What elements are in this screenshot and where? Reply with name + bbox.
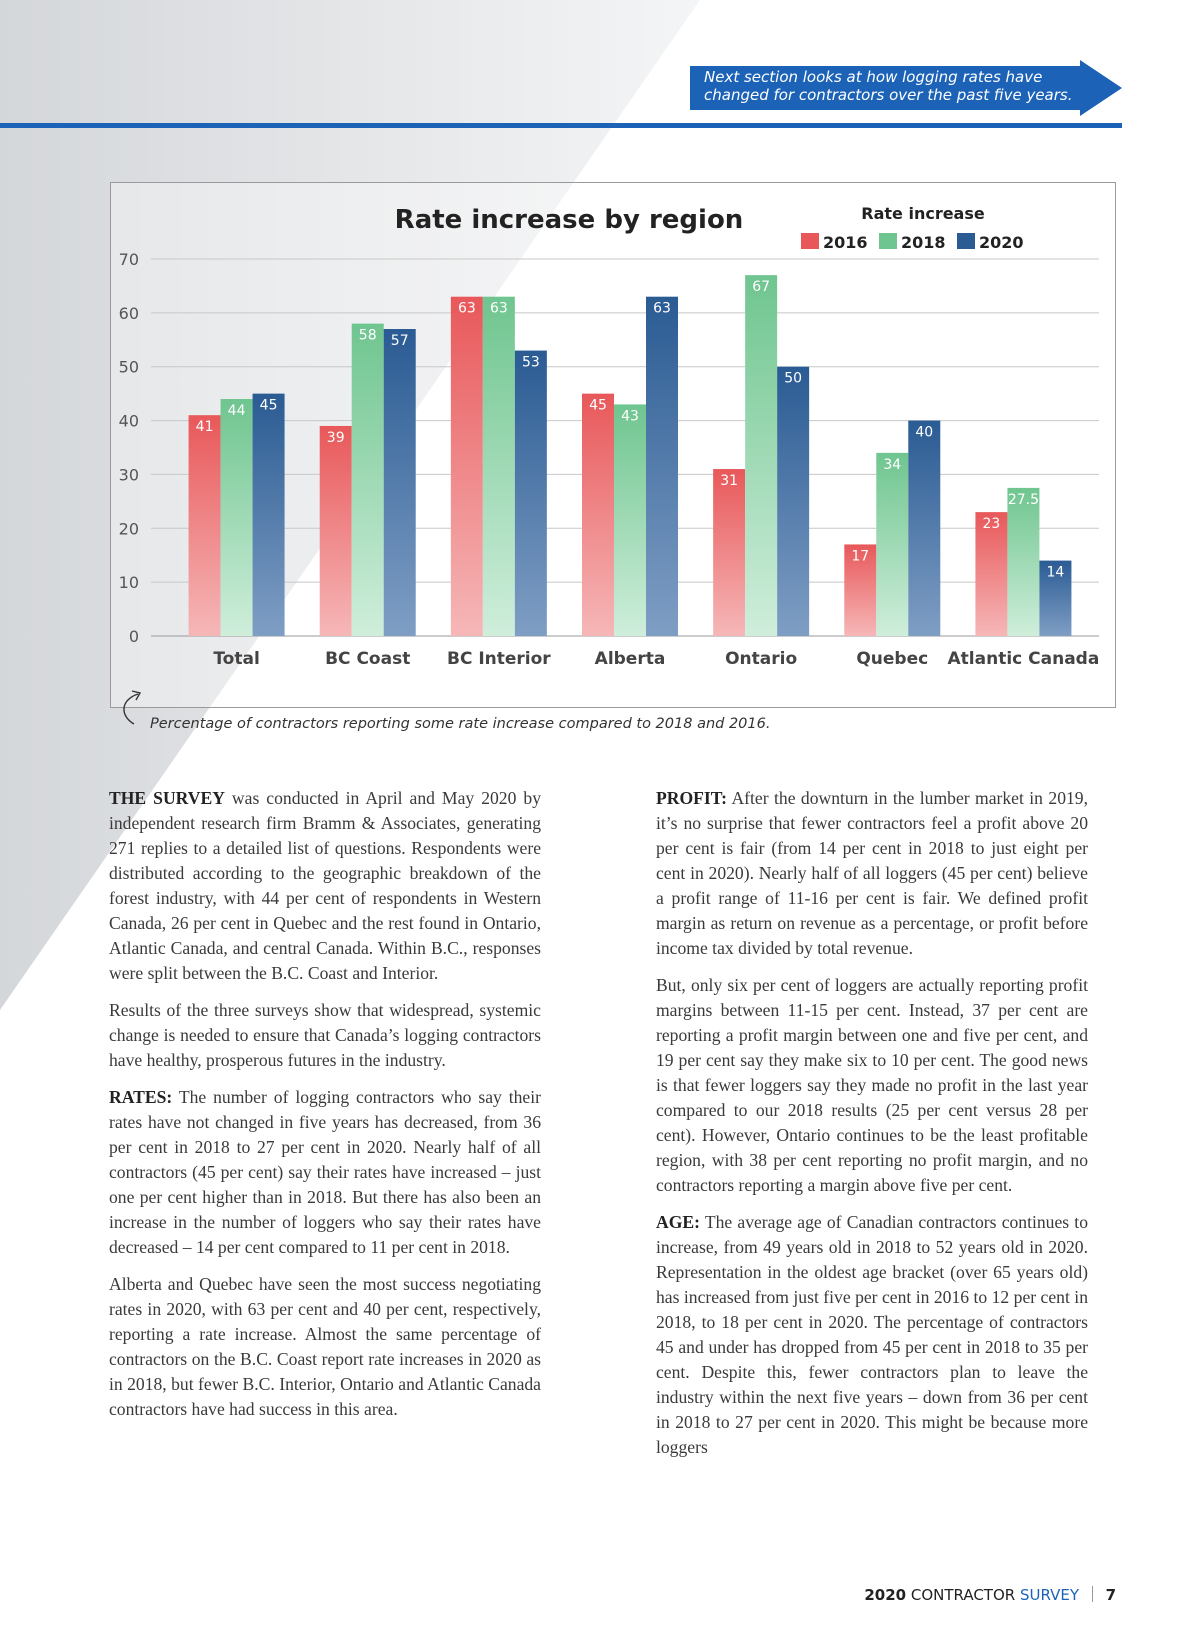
data-label: 45 bbox=[589, 397, 607, 414]
bar-2018 bbox=[483, 297, 515, 636]
data-label: 63 bbox=[457, 300, 476, 317]
rate-increase-chart bbox=[111, 183, 1115, 707]
x-category-label: Atlantic Canada bbox=[947, 649, 1100, 669]
paragraph bbox=[656, 1210, 1088, 1460]
page-footer bbox=[864, 1586, 1116, 1604]
data-label: 50 bbox=[784, 370, 803, 387]
x-category-label: Ontario bbox=[725, 649, 798, 669]
bar-2018 bbox=[352, 324, 384, 636]
y-tick-label: 50 bbox=[118, 357, 139, 377]
data-label: 63 bbox=[653, 300, 671, 317]
y-tick-label: 20 bbox=[118, 519, 139, 539]
bar-2020 bbox=[777, 367, 809, 636]
paragraph bbox=[656, 973, 1088, 1198]
page-number: 7 bbox=[1105, 1586, 1116, 1604]
legend-label-2020: 2020 bbox=[979, 233, 1024, 252]
bar-2018 bbox=[221, 399, 253, 636]
footer-survey: SURVEY bbox=[1019, 1586, 1079, 1604]
x-category-label: Alberta bbox=[594, 649, 666, 669]
paragraph-text: After the downturn in the lumber market in 2019, it’s no surprise that fewer contractors feel a profit above 20 per cent is fair (from 14 per cent in 2018 to just eight per cent in 2020). Nearly half of all loggers (45 per cent) believe a profit range of 11-16 per cent is fair. We defined profit margin as return on revenue as a percentage, or profit before income tax divided by total revenue. bbox=[656, 788, 1088, 958]
bar-2020 bbox=[908, 421, 940, 636]
y-tick-label: 10 bbox=[118, 573, 139, 593]
x-category-label: BC Interior bbox=[446, 649, 551, 669]
chart-title: Rate increase by region bbox=[394, 205, 744, 235]
caption-curved-arrow-icon bbox=[118, 686, 148, 726]
data-label: 57 bbox=[390, 333, 409, 350]
footer-year: 2020 bbox=[864, 1586, 907, 1604]
paragraph-text: was conducted in April and May 2020 by independent research firm Bramm & Associates, generating 271 replies to a detailed list of questions. Respondents were distributed according to the geographic breakdown of the forest industry, with 44 per cent of respondents in Western Canada, 26 per cent in Quebec and the rest found in Ontario, Atlantic Canada, and central Canada. Within B.C., responses were split between the B.C. Coast and Interior. bbox=[109, 788, 541, 983]
y-tick-label: 60 bbox=[118, 303, 139, 323]
data-label: 58 bbox=[358, 327, 377, 344]
legend-swatch-2016 bbox=[801, 233, 819, 249]
data-label: 41 bbox=[195, 419, 214, 436]
data-label: 53 bbox=[521, 354, 540, 371]
chart-caption: Percentage of contractors reporting some rate increase compared to 2018 and 2016. bbox=[150, 716, 771, 732]
data-label: 40 bbox=[915, 424, 934, 441]
legend-title: Rate increase bbox=[861, 204, 985, 223]
next-section-callout bbox=[690, 60, 1130, 112]
paragraph bbox=[656, 786, 1088, 961]
bar-2018 bbox=[1007, 488, 1039, 636]
bar-2018 bbox=[745, 275, 777, 636]
chart-frame bbox=[110, 182, 1116, 708]
bar-2016 bbox=[713, 469, 745, 636]
data-label: 27.5 bbox=[1007, 491, 1040, 508]
paragraph-text: Alberta and Quebec have seen the most success negotiating rates in 2020, with 63 per cent and 40 per cent, respectively, reporting a rate increase. Almost the same percentage of contractors on the B.C. Coast report rate increases in 2020 as in 2018, but fewer B.C. Interior, Ontario and Atlantic Canada contractors have had success in this area. bbox=[109, 1274, 541, 1419]
callout-line-2: changed for contractors over the past five years. bbox=[704, 86, 1073, 104]
header-rule bbox=[0, 123, 1122, 128]
paragraph-text: The average age of Canadian contractors continues to increase, from 49 years old in 2018 to 52 years old in 2020. Representation in the oldest age bracket (over 65 years old) has increased from just five per cent in 2016 to 12 per cent in 2018, to 18 per cent in 2020. The percentage of contractors 45 and under has dropped from 45 per cent in 2018 to 35 per cent. Despite this, fewer contractors plan to leave the industry within the next five years – down from 36 per cent in 2018 to 27 per cent in 2020. This might be because more loggers bbox=[656, 1212, 1088, 1457]
legend-label-2018: 2018 bbox=[901, 233, 946, 252]
data-label: 17 bbox=[851, 548, 870, 565]
bar-2020 bbox=[253, 394, 285, 636]
data-label: 23 bbox=[982, 516, 1001, 533]
right-text-column bbox=[656, 786, 1088, 1472]
y-tick-label: 30 bbox=[118, 465, 139, 485]
bar-2016 bbox=[582, 394, 614, 636]
bar-2020 bbox=[646, 297, 678, 636]
footer-contractor: CONTRACTOR bbox=[910, 1586, 1016, 1604]
data-label: 67 bbox=[752, 279, 771, 296]
y-tick-label: 70 bbox=[118, 250, 139, 269]
bar-2016 bbox=[451, 297, 483, 636]
bar-2016 bbox=[320, 426, 352, 636]
bar-2020 bbox=[515, 351, 547, 636]
data-label: 39 bbox=[326, 429, 345, 446]
legend-swatch-2018 bbox=[879, 233, 897, 249]
y-tick-label: 0 bbox=[128, 627, 139, 646]
data-label: 34 bbox=[883, 456, 902, 473]
paragraph-lead: THE SURVEY bbox=[109, 788, 225, 808]
paragraph-lead: RATES: bbox=[109, 1087, 173, 1107]
data-label: 31 bbox=[720, 473, 739, 490]
x-category-label: BC Coast bbox=[325, 649, 411, 669]
bar-2020 bbox=[384, 329, 416, 636]
paragraph-text: Results of the three surveys show that widespread, systemic change is needed to ensure that Canada’s logging contractors have healthy, prosperous futures in the industry. bbox=[109, 1000, 541, 1070]
paragraph-lead: PROFIT: bbox=[656, 788, 728, 808]
data-label: 44 bbox=[227, 403, 246, 420]
paragraph bbox=[109, 998, 541, 1073]
bar-2018 bbox=[876, 453, 908, 636]
bar-2016 bbox=[189, 415, 221, 636]
paragraph bbox=[109, 1085, 541, 1260]
data-label: 14 bbox=[1046, 564, 1065, 581]
paragraph bbox=[109, 786, 541, 986]
data-label: 43 bbox=[621, 408, 639, 425]
paragraph-lead: AGE: bbox=[656, 1212, 700, 1232]
data-label: 63 bbox=[489, 300, 508, 317]
paragraph bbox=[109, 1272, 541, 1422]
y-tick-label: 40 bbox=[118, 411, 139, 431]
paragraph-text: The number of logging contractors who say their rates have not changed in five years has decreased, from 36 per cent in 2018 to 27 per cent in 2020. Nearly half of all contractors (45 per cent) say their rates have increased – just one per cent higher than in 2018. But there has also been an increase in the number of loggers who say their rates have decreased – 14 per cent compared to 11 per cent in 2018. bbox=[109, 1087, 541, 1257]
paragraph-text: But, only six per cent of loggers are actually reporting profit margins between 11-15 per cent. Instead, 37 per cent are reporting a profit margin between one and five per cent, and 19 per cent say they make six to 10 per cent. The good news is that fewer loggers say they made no profit in the last year compared to our 2018 results (25 per cent versus 28 per cent). However, Ontario continues to be the least profitable region, with 38 per cent reporting no profit margin, and no contractors reporting a margin above five per cent. bbox=[656, 975, 1088, 1195]
x-category-label: Total bbox=[213, 649, 260, 669]
callout-line-1: Next section looks at how logging rates have bbox=[704, 68, 1043, 86]
data-label: 45 bbox=[259, 397, 278, 414]
bar-2018 bbox=[614, 404, 646, 636]
legend-swatch-2020 bbox=[957, 233, 975, 249]
legend-label-2016: 2016 bbox=[823, 233, 868, 252]
left-text-column bbox=[109, 786, 541, 1434]
footer-separator bbox=[1092, 1586, 1093, 1602]
x-category-label: Quebec bbox=[856, 649, 929, 669]
